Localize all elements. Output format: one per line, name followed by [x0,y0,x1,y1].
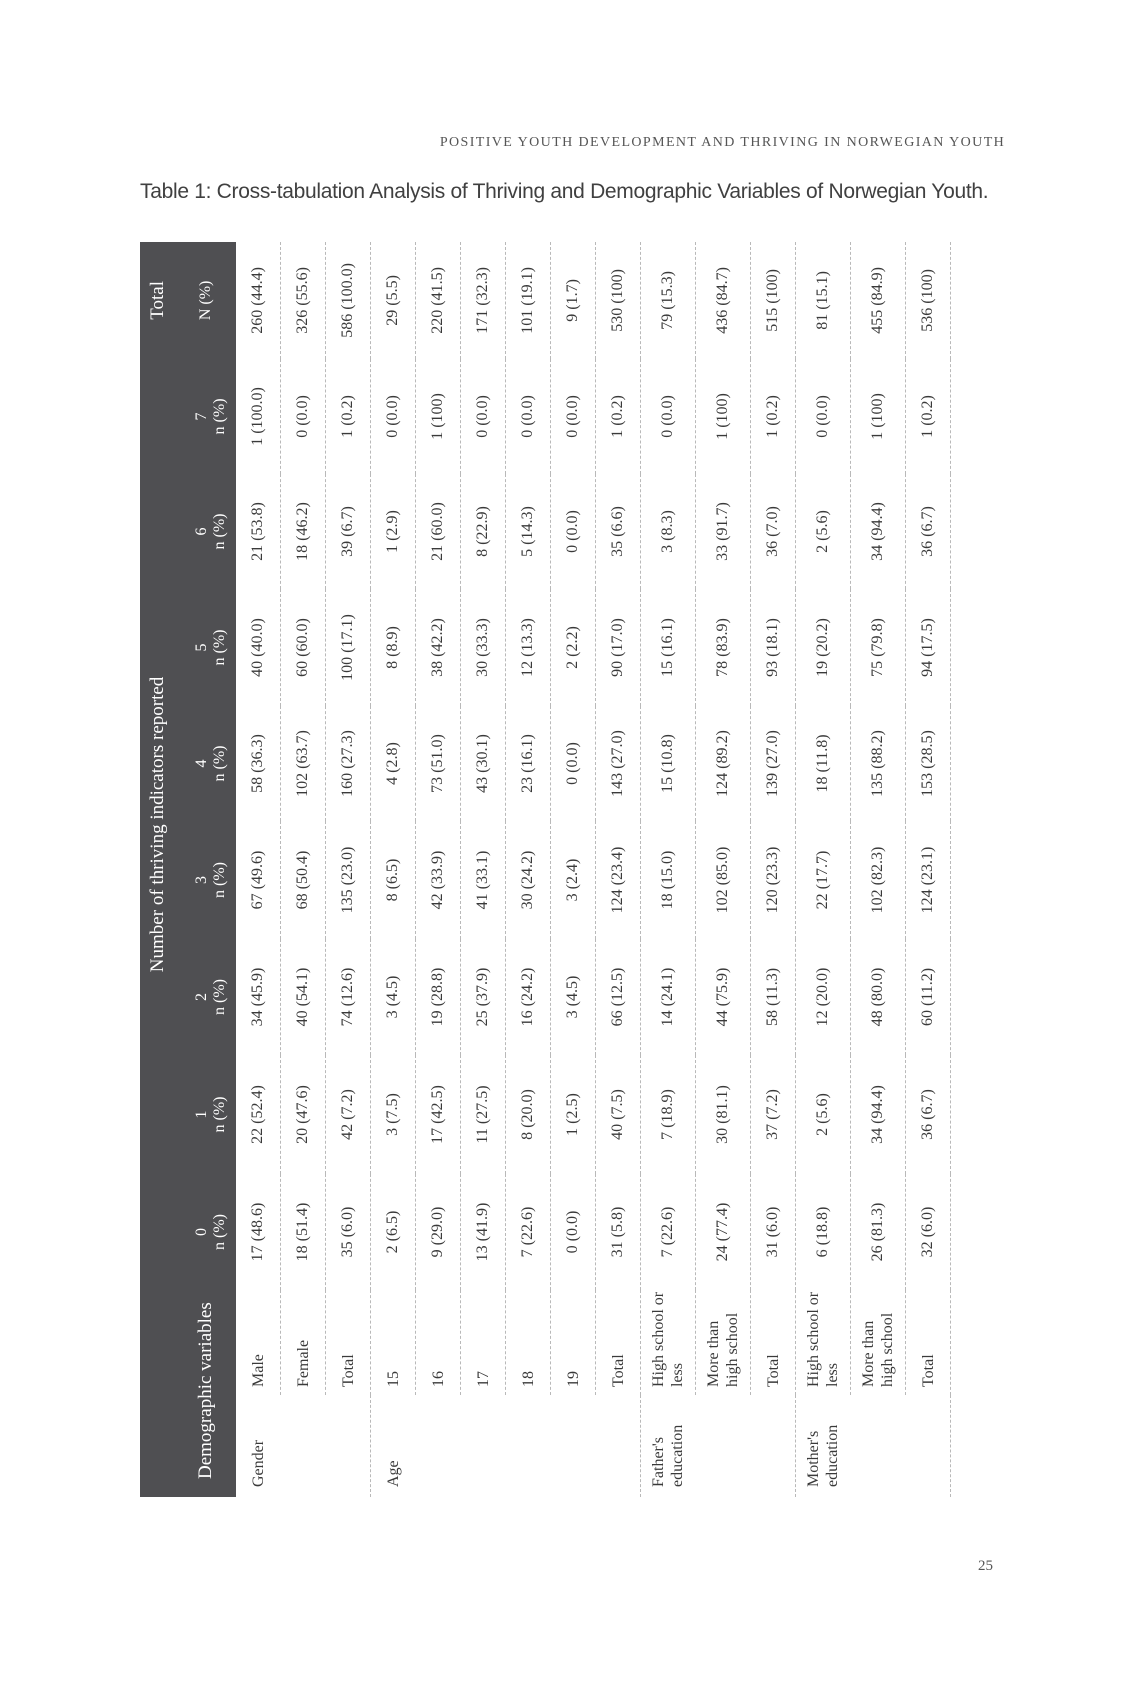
table-cell: 17 (42.5) [416,1055,461,1174]
table-cell: 78 (83.9) [696,589,751,706]
table-cell: 0 (0.0) [796,359,851,474]
table-row [281,242,326,1497]
row-total-cell: 79 (15.3) [641,242,696,359]
table-cell: 0 (0.0) [551,706,596,821]
table-cell: 0 (0.0) [641,359,696,474]
table-cell: 18 (15.0) [641,821,696,939]
table-cell: 1 (0.2) [596,359,641,474]
table-row [751,242,796,1497]
row-group-label [326,1395,371,1497]
table-cell: 19 (28.8) [416,939,461,1055]
table-cell: 3 (4.5) [371,939,416,1055]
table-cell: 41 (33.1) [461,821,506,939]
header-column-number: 7 [193,412,210,421]
row-sub-label: 16 [416,1290,461,1395]
table-cell: 135 (23.0) [326,821,371,939]
table-cell: 124 (23.4) [596,821,641,939]
header-column-unit: n (%) [211,513,228,550]
table-cell: 37 (7.2) [751,1055,796,1174]
table-cell: 102 (82.3) [851,821,906,939]
table-cell: 22 (52.4) [236,1055,281,1174]
table-cell: 20 (47.6) [281,1055,326,1174]
table-cell: 15 (16.1) [641,589,696,706]
row-total-cell: 101 (19.1) [506,242,551,359]
table-cell: 40 (7.5) [596,1055,641,1174]
row-total-cell: 171 (32.3) [461,242,506,359]
table-cell: 2 (5.6) [796,474,851,589]
table-row [596,242,641,1497]
row-group-label [551,1395,596,1497]
table-cell: 17 (48.6) [236,1174,281,1290]
table-cell: 48 (80.0) [851,939,906,1055]
table-cell: 75 (79.8) [851,589,906,706]
table-row [696,242,751,1497]
table-cell: 40 (54.1) [281,939,326,1055]
table-cell: 8 (6.5) [371,821,416,939]
table-cell: 2 (6.5) [371,1174,416,1290]
header-column-0 [176,1174,236,1290]
table-cell: 8 (20.0) [506,1055,551,1174]
table-cell: 16 (24.2) [506,939,551,1055]
table-cell: 18 (46.2) [281,474,326,589]
cross-tabulation-table [140,242,951,1497]
row-sub-label: High school or less [796,1290,851,1395]
header-column-5 [176,589,236,706]
table-cell: 102 (85.0) [696,821,751,939]
table-cell: 3 (7.5) [371,1055,416,1174]
table-cell: 7 (22.6) [641,1174,696,1290]
running-head-text: POSITIVE YOUTH DEVELOPMENT AND THRIVING IN NORWEGIAN YOUTH [439,135,1006,150]
row-group-label [281,1395,326,1497]
table-cell: 160 (27.3) [326,706,371,821]
table-row [371,242,416,1497]
row-group-label [906,1395,951,1497]
header-column-unit: n (%) [211,1214,228,1250]
table-cell: 60 (60.0) [281,589,326,706]
header-column-unit: n (%) [211,629,228,666]
table-cell: 30 (24.2) [506,821,551,939]
table-cell: 30 (33.3) [461,589,506,706]
table-cell: 35 (6.6) [596,474,641,589]
table-cell: 36 (6.7) [906,1055,951,1174]
table-cell: 32 (6.0) [906,1174,951,1290]
row-total-cell: 81 (15.1) [796,242,851,359]
row-group-label: Father's education [650,1424,687,1487]
row-total-cell: 29 (5.5) [371,242,416,359]
row-sub-label: More than high school [696,1290,751,1395]
table-cell: 58 (36.3) [236,706,281,821]
table-cell: 30 (81.1) [696,1055,751,1174]
row-sub-label: 15 [371,1290,416,1395]
table-cell: 1 (0.2) [326,359,371,474]
table-cell: 135 (88.2) [851,706,906,821]
table-cell: 38 (42.2) [416,589,461,706]
table-cell: 7 (18.9) [641,1055,696,1174]
table-cell: 124 (89.2) [696,706,751,821]
table-cell: 120 (23.3) [751,821,796,939]
row-total-cell: 586 (100.0) [326,242,371,359]
table-cell: 39 (6.7) [326,474,371,589]
header-column-number: 2 [193,993,210,1001]
table-cell: 143 (27.0) [596,706,641,821]
table-cell: 3 (2.4) [551,821,596,939]
header-blank [140,1290,176,1497]
header-total-title: Total [140,242,176,359]
row-total-cell: 220 (41.5) [416,242,461,359]
table-row [641,242,696,1497]
table-cell: 21 (53.8) [236,474,281,589]
table-cell: 42 (33.9) [416,821,461,939]
row-sub-label: Total [751,1290,796,1395]
header-column-unit: n (%) [211,398,228,435]
table-cell: 1 (2.5) [551,1055,596,1174]
row-total-cell: 455 (84.9) [851,242,906,359]
table-cell: 19 (20.2) [796,589,851,706]
header-column-unit: n (%) [211,862,228,898]
row-group-label [596,1395,641,1497]
row-group-label [751,1395,796,1497]
table-cell: 93 (18.1) [751,589,796,706]
table-cell: 3 (8.3) [641,474,696,589]
table-cell: 68 (50.4) [281,821,326,939]
table-cell: 5 (14.3) [506,474,551,589]
table-cell: 42 (7.2) [326,1055,371,1174]
table-cell: 15 (10.8) [641,706,696,821]
header-column-number: 1 [193,1110,210,1119]
table-cell: 1 (100) [851,359,906,474]
page-number: 25 [978,1558,993,1574]
table-cell: 9 (29.0) [416,1174,461,1290]
table-cell: 26 (81.3) [851,1174,906,1290]
header-column-7 [176,359,236,474]
table-cell: 66 (12.5) [596,939,641,1055]
table-cell: 36 (6.7) [906,474,951,589]
row-group-label [416,1395,461,1497]
table-caption: Table 1: Cross-tabulation Analysis of Thriving and Demographic Variables of Norwegian Youth. [140,180,989,203]
table-cell: 139 (27.0) [751,706,796,821]
row-group-label: Mother's education [805,1424,842,1487]
table-cell: 14 (24.1) [641,939,696,1055]
table-cell: 8 (8.9) [371,589,416,706]
table-cell: 0 (0.0) [506,359,551,474]
table-cell: 1 (2.9) [371,474,416,589]
row-sub-label: More than high school [851,1290,906,1395]
table-cell: 0 (0.0) [551,359,596,474]
table-cell: 3 (4.5) [551,939,596,1055]
row-sub-label: 17 [461,1290,506,1395]
table-cell: 58 (11.3) [751,939,796,1055]
table-cell: 44 (75.9) [696,939,751,1055]
rotated-table-frame [140,242,1015,1497]
row-group-label [506,1395,551,1497]
row-total-cell: 260 (44.4) [236,242,281,359]
table-cell: 11 (27.5) [461,1055,506,1174]
table-row [506,242,551,1497]
row-total-cell: 326 (55.6) [281,242,326,359]
row-sub-label: Total [906,1290,951,1395]
table-cell: 35 (6.0) [326,1174,371,1290]
table-cell: 12 (13.3) [506,589,551,706]
row-total-cell: 536 (100) [906,242,951,359]
table-cell: 31 (5.8) [596,1174,641,1290]
table-cell: 153 (28.5) [906,706,951,821]
table-row [461,242,506,1497]
table-cell: 31 (6.0) [751,1174,796,1290]
running-head [0,135,1145,151]
table-cell: 1 (100) [416,359,461,474]
table-cell: 94 (17.5) [906,589,951,706]
table-row [326,242,371,1497]
table-row [416,242,461,1497]
table-cell: 1 (100.0) [236,359,281,474]
table-cell: 34 (94.4) [851,474,906,589]
table-cell: 21 (60.0) [416,474,461,589]
row-group-label: Gender [249,1439,267,1487]
table-cell: 22 (17.7) [796,821,851,939]
header-column-number: 4 [193,759,210,768]
header-column-number: 6 [193,527,210,536]
table-cell: 0 (0.0) [371,359,416,474]
table-cell: 7 (22.6) [506,1174,551,1290]
row-sub-label: Male [236,1290,281,1395]
rotated-table [140,242,1015,1497]
table-cell: 124 (23.1) [906,821,951,939]
table-row [906,242,951,1497]
row-sub-label: Total [596,1290,641,1395]
table-row [796,242,851,1497]
header-demographic: Demographic variables [176,1290,236,1497]
table-cell: 102 (63.7) [281,706,326,821]
table-cell: 60 (11.2) [906,939,951,1055]
table-row [551,242,596,1497]
header-column-number: 5 [193,643,210,652]
table-cell: 33 (91.7) [696,474,751,589]
table-cell: 1 (0.2) [906,359,951,474]
table-cell: 36 (7.0) [751,474,796,589]
row-total-cell: 436 (84.7) [696,242,751,359]
table-cell: 0 (0.0) [551,1174,596,1290]
header-group-title: Number of thriving indicators reported [140,359,176,1290]
table-cell: 1 (100) [696,359,751,474]
table-cell: 25 (37.9) [461,939,506,1055]
header-column-3 [176,821,236,939]
table-cell: 100 (17.1) [326,589,371,706]
header-column-number: 0 [193,1228,210,1236]
table-cell: 2 (5.6) [796,1055,851,1174]
row-total-cell: 515 (100) [751,242,796,359]
row-group-label [461,1395,506,1497]
table-cell: 90 (17.0) [596,589,641,706]
header-column-unit: n (%) [211,979,228,1015]
table-cell: 0 (0.0) [281,359,326,474]
row-group-label [851,1395,906,1497]
row-group-label [696,1395,751,1497]
row-total-cell: 530 (100) [596,242,641,359]
row-total-cell: 9 (1.7) [551,242,596,359]
table-cell: 74 (12.6) [326,939,371,1055]
row-group-label: Age [384,1460,402,1487]
table-cell: 23 (16.1) [506,706,551,821]
header-column-unit: n (%) [211,745,228,782]
table-cell: 67 (49.6) [236,821,281,939]
row-sub-label: 18 [506,1290,551,1395]
table-row [236,242,281,1497]
table-cell: 1 (0.2) [751,359,796,474]
table-cell: 8 (22.9) [461,474,506,589]
header-column-2 [176,939,236,1055]
table-cell: 40 (40.0) [236,589,281,706]
table-cell: 0 (0.0) [461,359,506,474]
table-cell: 18 (51.4) [281,1174,326,1290]
table-cell: 6 (18.8) [796,1174,851,1290]
table-cell: 0 (0.0) [551,474,596,589]
table-cell: 34 (94.4) [851,1055,906,1174]
table-cell: 2 (2.2) [551,589,596,706]
header-column-unit: n (%) [211,1096,228,1133]
table-cell: 24 (77.4) [696,1174,751,1290]
table-cell: 13 (41.9) [461,1174,506,1290]
table-cell: 34 (45.9) [236,939,281,1055]
row-sub-label: 19 [551,1290,596,1395]
table-cell: 18 (11.8) [796,706,851,821]
table-row [851,242,906,1497]
header-column-number: 3 [193,876,210,884]
header-column-6 [176,474,236,589]
table-cell: 12 (20.0) [796,939,851,1055]
row-sub-label: High school or less [641,1290,696,1395]
header-total-unit: N (%) [176,242,236,359]
table-cell: 43 (30.1) [461,706,506,821]
row-sub-label: Female [281,1290,326,1395]
row-sub-label: Total [326,1290,371,1395]
header-column-1 [176,1055,236,1174]
table-cell: 4 (2.8) [371,706,416,821]
table-cell: 73 (51.0) [416,706,461,821]
header-column-4 [176,706,236,821]
